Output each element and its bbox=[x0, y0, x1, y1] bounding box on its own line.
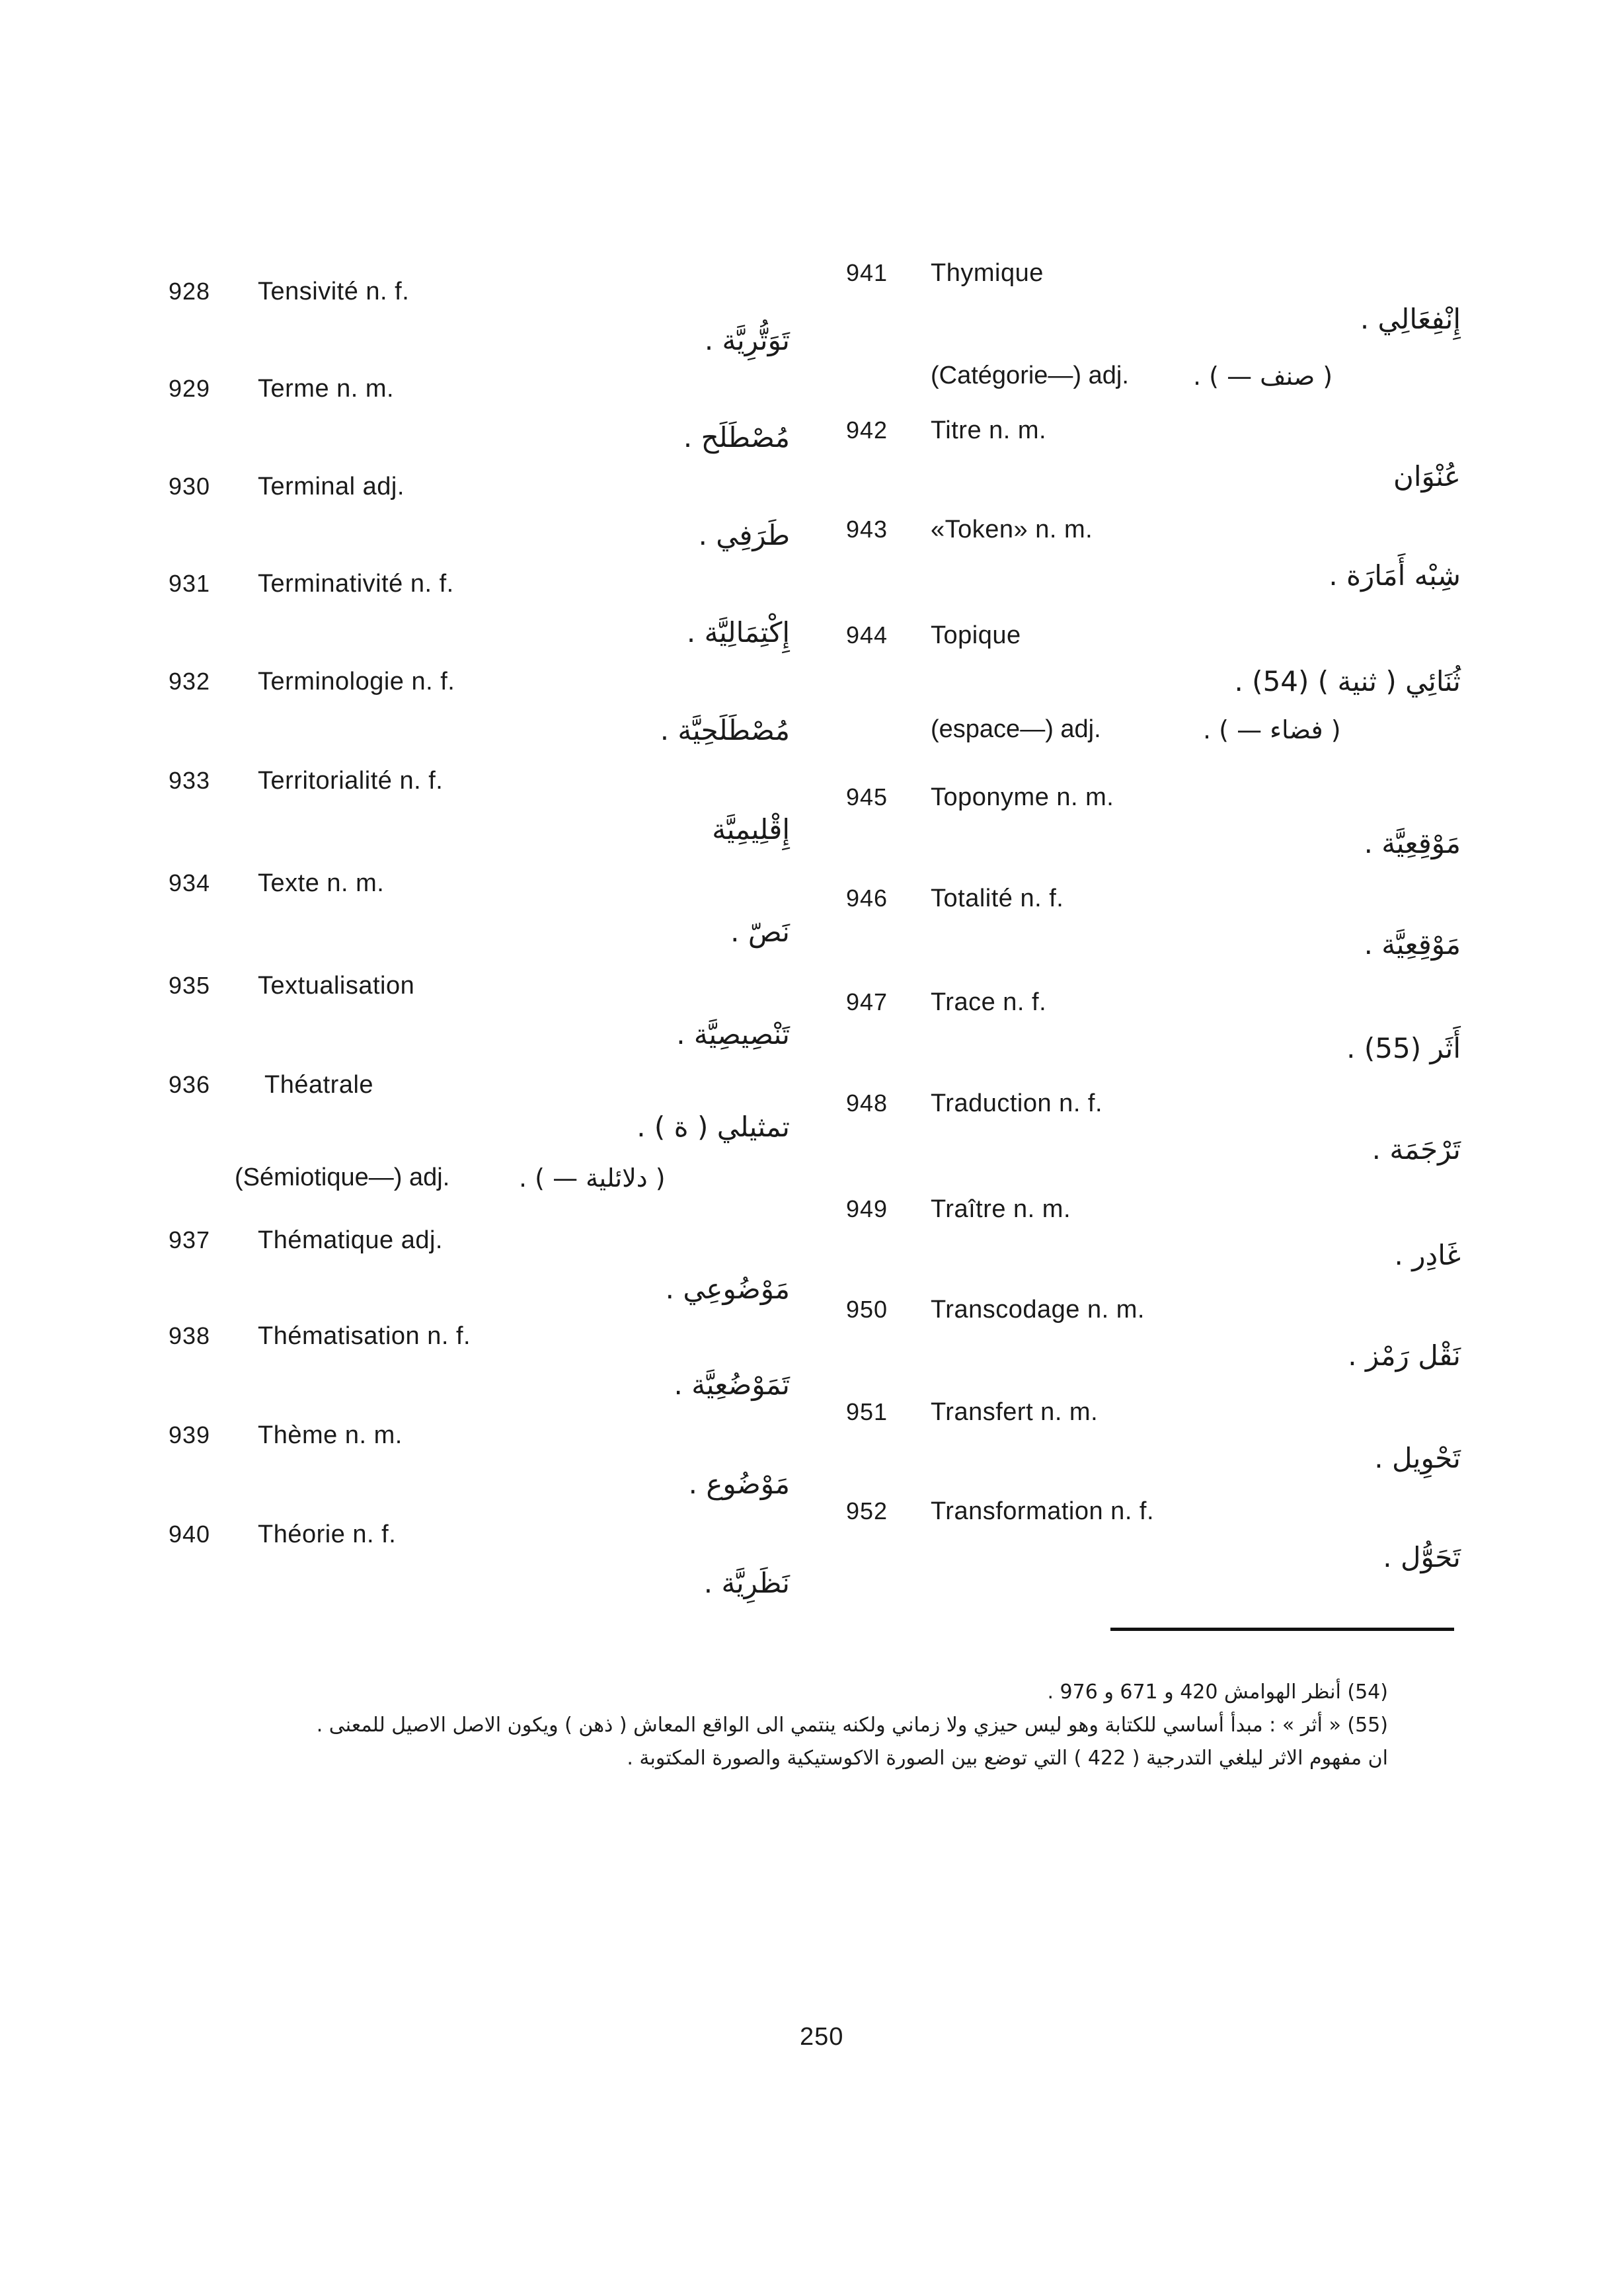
french-term: Terme n. m. bbox=[258, 375, 395, 403]
french-term: Théorie n. f. bbox=[258, 1521, 397, 1548]
french-term: Toponyme n. m. bbox=[931, 783, 1114, 811]
sub-arabic: ( دلائلية — ) . bbox=[519, 1164, 666, 1193]
entry-number: 929 bbox=[169, 375, 211, 402]
arabic-term: نَقْل رَمْز . bbox=[1348, 1339, 1461, 1372]
arabic-term: تَرْجَمَة . bbox=[1372, 1133, 1461, 1166]
arabic-term: نَصّ . bbox=[730, 916, 790, 948]
arabic-term: إِقْلِيمِيَّة bbox=[712, 813, 790, 846]
footnote-55: (55) « أثر » : مبدأ أساسي للكتابة وهو ليس حيزي ولا زماني ولكنه ينتمي الى الواقع المعاش ( ذهن ) ويكون الاصل الاصيل للمعنى . bbox=[316, 1714, 1388, 1737]
footnote-55-continued: ان مفهوم الاثر ليلغي التدرجية ( 422 ) التي توضع بين الصورة الاكوستيكية والصورة المكتوبة . bbox=[627, 1747, 1388, 1770]
entry-number: 946 bbox=[846, 885, 888, 912]
entry-number: 948 bbox=[846, 1089, 888, 1117]
sub-arabic: ( فضاء — ) . bbox=[1203, 715, 1341, 744]
french-term: Textualisation bbox=[258, 972, 415, 1000]
entry-number: 937 bbox=[169, 1226, 211, 1253]
arabic-term: تَوَتُّرِيَّة . bbox=[704, 324, 790, 356]
arabic-term: تَحَوُّل . bbox=[1383, 1541, 1461, 1573]
french-term: Transfert n. m. bbox=[931, 1398, 1099, 1426]
french-term: Tensivité n. f. bbox=[258, 278, 410, 305]
footnote-divider bbox=[1110, 1628, 1454, 1631]
arabic-term: تَمَوْضُعِيَّة . bbox=[674, 1368, 790, 1401]
french-term: «Token» n. m. bbox=[931, 516, 1093, 543]
french-term: Terminologie n. f. bbox=[258, 668, 455, 695]
french-term: Terminal adj. bbox=[258, 473, 405, 500]
french-term: Transcodage n. m. bbox=[931, 1296, 1145, 1324]
arabic-term: أَثَر (55) . bbox=[1346, 1032, 1461, 1064]
sub-arabic: ( صنف — ) . bbox=[1193, 362, 1333, 391]
page-number: 250 bbox=[800, 2023, 844, 2051]
french-term: Thématique adj. bbox=[258, 1226, 443, 1254]
french-term: Thymique bbox=[931, 259, 1044, 287]
french-term: Titre n. m. bbox=[931, 416, 1047, 444]
entry-number: 945 bbox=[846, 783, 888, 811]
french-term: Thème n. m. bbox=[258, 1421, 403, 1449]
sub-term: (Sémiotique—) adj. bbox=[235, 1164, 450, 1191]
french-term: Traduction n. f. bbox=[931, 1089, 1103, 1117]
entry-number: 931 bbox=[169, 570, 211, 597]
sub-term: (espace—) adj. bbox=[931, 715, 1101, 743]
entry-number: 938 bbox=[169, 1322, 211, 1349]
arabic-term: غَادِر . bbox=[1394, 1239, 1461, 1271]
arabic-term: تَحْوِيل . bbox=[1374, 1442, 1461, 1474]
entry-number: 936 bbox=[169, 1071, 211, 1098]
footnotes bbox=[172, 1676, 1388, 1775]
arabic-term: عُنْوَان bbox=[1393, 460, 1461, 493]
french-term: Terminativité n. f. bbox=[258, 570, 454, 598]
arabic-term: ثُنَائِي ( ثنية ) (54) . bbox=[1234, 665, 1461, 697]
sub-term: (Catégorie—) adj. bbox=[931, 362, 1129, 389]
arabic-term: مَوْقِعِيَّة . bbox=[1364, 827, 1461, 859]
entry-number: 928 bbox=[169, 278, 211, 305]
arabic-term: إِكْتِمَالِيَّة . bbox=[686, 616, 790, 649]
french-term: Territorialité n. f. bbox=[258, 767, 444, 795]
entry-number: 951 bbox=[846, 1398, 888, 1425]
arabic-term: مُصْطَلَحِيَّة . bbox=[660, 714, 790, 746]
arabic-term: تمثيلي ( ة ) . bbox=[637, 1111, 790, 1143]
footnote-54: (54) أنظر الهوامش 420 و 671 و 976 . bbox=[1047, 1681, 1388, 1704]
entry-number: 933 bbox=[169, 767, 211, 794]
arabic-term: مَوْضُوعِي . bbox=[665, 1273, 790, 1305]
arabic-term: شِبْه أَمَارَة . bbox=[1329, 559, 1461, 592]
entry-number: 939 bbox=[169, 1421, 211, 1448]
entry-number: 932 bbox=[169, 668, 211, 695]
french-term: Traître n. m. bbox=[931, 1195, 1071, 1223]
french-term: Thématisation n. f. bbox=[258, 1322, 471, 1350]
entry-number: 930 bbox=[169, 473, 211, 500]
entry-number: 943 bbox=[846, 516, 888, 543]
arabic-term: تَنْصِيصِيَّة . bbox=[676, 1018, 790, 1050]
entry-number: 949 bbox=[846, 1195, 888, 1222]
arabic-term: مُصْطَلَح . bbox=[683, 421, 790, 454]
french-term: Totalité n. f. bbox=[931, 885, 1064, 912]
french-term: Topique bbox=[931, 621, 1021, 649]
arabic-term: مَوْقِعِيَّة . bbox=[1364, 928, 1461, 961]
entry-number: 935 bbox=[169, 972, 211, 999]
entry-number: 950 bbox=[846, 1296, 888, 1323]
entry-number: 942 bbox=[846, 416, 888, 444]
arabic-term: مَوْضُوع . bbox=[688, 1468, 790, 1500]
french-term: Théatrale bbox=[264, 1071, 374, 1099]
arabic-term: نَظَرِيَّة . bbox=[703, 1567, 790, 1599]
french-term: Texte n. m. bbox=[258, 869, 385, 897]
entry-number: 952 bbox=[846, 1497, 888, 1524]
entry-number: 934 bbox=[169, 869, 211, 896]
entry-number: 941 bbox=[846, 259, 888, 286]
french-term: Trace n. f. bbox=[931, 988, 1047, 1016]
arabic-term: طَرَفِي . bbox=[698, 519, 790, 551]
entry-number: 944 bbox=[846, 621, 888, 649]
entry-number: 940 bbox=[169, 1521, 211, 1548]
french-term: Transformation n. f. bbox=[931, 1497, 1155, 1525]
arabic-term: إِنْفِعَالِي . bbox=[1360, 303, 1461, 335]
entry-number: 947 bbox=[846, 988, 888, 1015]
